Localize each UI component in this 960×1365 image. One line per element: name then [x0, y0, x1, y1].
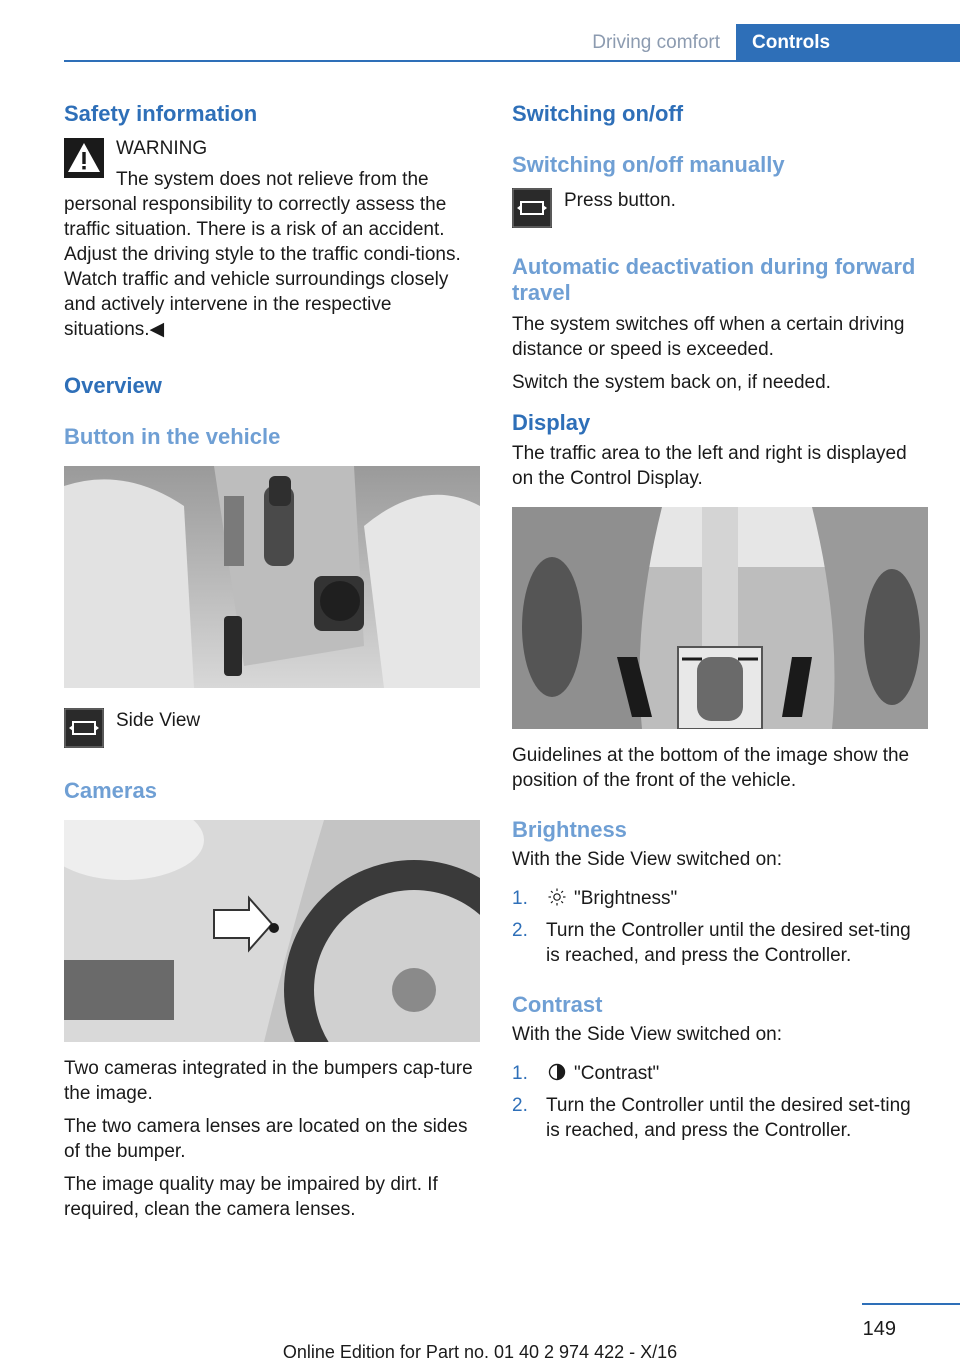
side-view-button-icon[interactable] — [64, 708, 104, 748]
overview-title: Overview — [64, 373, 162, 398]
brightness-title: Brightness — [512, 817, 627, 842]
side-view-label: Side View — [116, 710, 201, 731]
auto-paragraph-2: Switch the system back on, if needed. — [512, 372, 831, 393]
press-button-label: Press button. — [564, 190, 676, 211]
contrast-intro: With the Side View switched on: — [512, 1024, 783, 1045]
brightness-intro: With the Side View switched on: — [512, 849, 783, 870]
header-tab-controls: Controls — [736, 24, 960, 62]
display-paragraph-1: The traffic area to the left and right is displayed on the Control Display. — [512, 443, 907, 489]
warning-label: WARNING — [116, 138, 208, 159]
side-view-button-icon[interactable] — [512, 188, 552, 228]
header-divider — [64, 60, 960, 62]
press-button-row — [512, 188, 928, 228]
step-number: 2. — [512, 1095, 528, 1116]
cameras-title: Cameras — [64, 778, 157, 803]
switching-title: Switching on/off — [512, 101, 684, 126]
right-column — [512, 100, 928, 1143]
manual-switch-title: Switching on/off manually — [512, 152, 785, 177]
auto-deactivation-title: Automatic deactivation during forward travel — [512, 254, 916, 305]
step-number: 2. — [512, 920, 528, 941]
brightness-steps — [512, 886, 928, 968]
safety-title: Safety information — [64, 101, 258, 126]
left-column — [64, 100, 480, 1222]
warning-text: The system does not relieve from the personal responsibility to correctly assess the traffic situation. There is a risk of an accident. Adjust the driving style to the traffic condi‐tions. Watch traffic and vehicle surroundings closely and actively intervene in the respective situations.◀ — [64, 169, 461, 340]
list-item — [512, 918, 928, 968]
footer-divider — [862, 1303, 960, 1305]
list-item — [512, 886, 928, 911]
warning-block — [64, 136, 480, 342]
page-header — [64, 24, 960, 62]
auto-paragraph-1: The system switches off when a certain driving distance or speed is exceeded. — [512, 314, 905, 360]
control-display-image — [512, 507, 928, 729]
page-number: 149 — [862, 1318, 896, 1340]
side-view-button-row — [64, 708, 480, 748]
step-text: "Contrast" — [574, 1063, 660, 1084]
cameras-paragraph-2: The two camera lenses are located on the sides of the bumper. — [64, 1116, 468, 1162]
cameras-paragraph-3: The image quality may be impaired by dirt. If required, clean the camera lenses. — [64, 1174, 438, 1220]
step-number: 1. — [512, 888, 528, 909]
list-item — [512, 1061, 928, 1086]
list-item — [512, 1093, 928, 1143]
header-section-label: Driving comfort — [592, 32, 720, 53]
step-text: "Brightness" — [574, 888, 678, 909]
display-title: Display — [512, 410, 591, 435]
cameras-paragraph-1: Two cameras integrated in the bumpers cap‐ture the image. — [64, 1058, 473, 1104]
edition-footer: Online Edition for Part no. 01 40 2 974 422 - X/16 — [282, 1342, 678, 1362]
warning-triangle-icon — [64, 138, 104, 178]
button-in-vehicle-title: Button in the vehicle — [64, 424, 281, 449]
step-number: 1. — [512, 1063, 528, 1084]
contrast-icon — [548, 1063, 566, 1081]
display-paragraph-2: Guidelines at the bottom of the image show the position of the front of the vehicle. — [512, 745, 910, 791]
camera-bumper-image — [64, 820, 480, 1042]
contrast-title: Contrast — [512, 992, 603, 1017]
sun-icon — [548, 888, 566, 906]
step-text: Turn the Controller until the desired set‐ting is reached, and press the Controller. — [546, 1095, 911, 1141]
center-console-image — [64, 466, 480, 688]
contrast-steps — [512, 1061, 928, 1143]
step-text: Turn the Controller until the desired set‐ting is reached, and press the Controller. — [546, 920, 911, 966]
